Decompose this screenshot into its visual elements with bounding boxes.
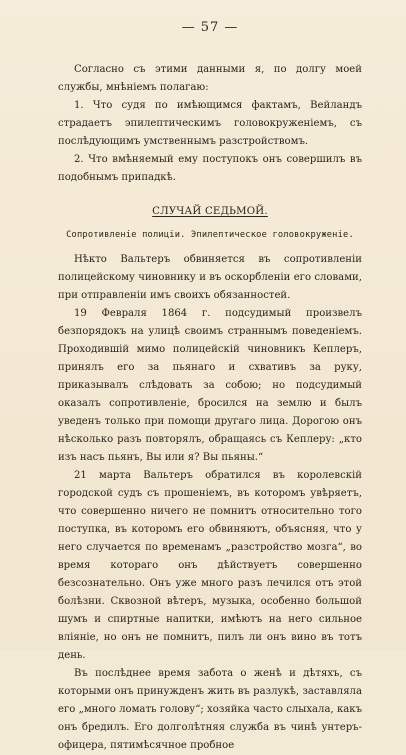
chapter-subtitle: Сопротивленiе полицiи. Эпилептическое головокруженiе.: [66, 230, 354, 240]
intro-paragraph: Согласно съ этими данными я, по долгу моей службы, мнѣнiемъ полагаю:: [58, 64, 362, 93]
case-paragraph-4: Въ послѣднее время забота о женѣ и дѣтяхъ, съ которыми онъ принужденъ жить въ разлукѣ, заставляла его „много ломать голову“; хозяйка часто слыхала, какъ онъ бредилъ. Его долголѣтняя служба въ чинѣ унтеръ-офицера, пятимѣсячное пробное: [58, 668, 362, 751]
case-paragraph-1: Нѣкто Вальтеръ обвиняется въ сопротивленiи полицейскому чиновнику и въ оскорбленiи его словами, при отправленiи имъ своихъ обязанностей.: [58, 254, 362, 301]
section-gap: [58, 187, 362, 203]
point-one-paragraph: 1. Что судя по имѣющимся фактамъ, Вейландъ страдаетъ эпилептическимъ головокруженiемъ, съ послѣдующимъ умственнымъ разстройствомъ.: [58, 100, 362, 147]
point-two-paragraph: 2. Что вмѣняемый ему поступокъ онъ совершилъ въ подобнымъ припадкѣ.: [58, 154, 362, 183]
page-number: — 57 —: [181, 20, 239, 35]
case-paragraph-3: 21 марта Вальтеръ обратился въ королевскiй городской судъ съ прошенiемъ, въ которомъ увѣряетъ, что совершенно ничего не помнитъ относительно того поступка, въ которомъ его обвиняютъ, объясняя, что у него случается по временамъ „разстройство мозга“, во время котораго онъ дѣйствуетъ совершенно безсознательно. Онъ уже много разъ лечился отъ этой болѣзни. Сквозной вѣтеръ, музыка, особенно большой шумъ и спиртные напитки, имѣютъ на него сильное влiянiе, но онъ не помнитъ, пилъ ли онъ вино въ тотъ день.: [58, 470, 362, 661]
chapter-title: СЛУЧАЙ СЕДЬМОЙ.: [152, 206, 268, 217]
case-paragraph-2: 19 Февраля 1864 г. подсудимый произвелъ безпорядокъ на улицѣ своимъ страннымъ поведенiемъ. Проходившiй мимо полицейскiй чиновникъ Кеплеръ, принялъ его за пьянаго и схвативъ за руку, приказывалъ слѣдовать за собою; но подсудимый оказалъ сопротивленiе, бросился на землю и былъ уведенъ только при помощи другаго лица. Дорогою онъ нѣсколько разъ повторялъ, обращаясь съ Кеплеру: „кто изъ насъ пьянъ, Вы или я? Вы пьяны.“: [58, 308, 362, 463]
document-body: [58, 61, 362, 755]
